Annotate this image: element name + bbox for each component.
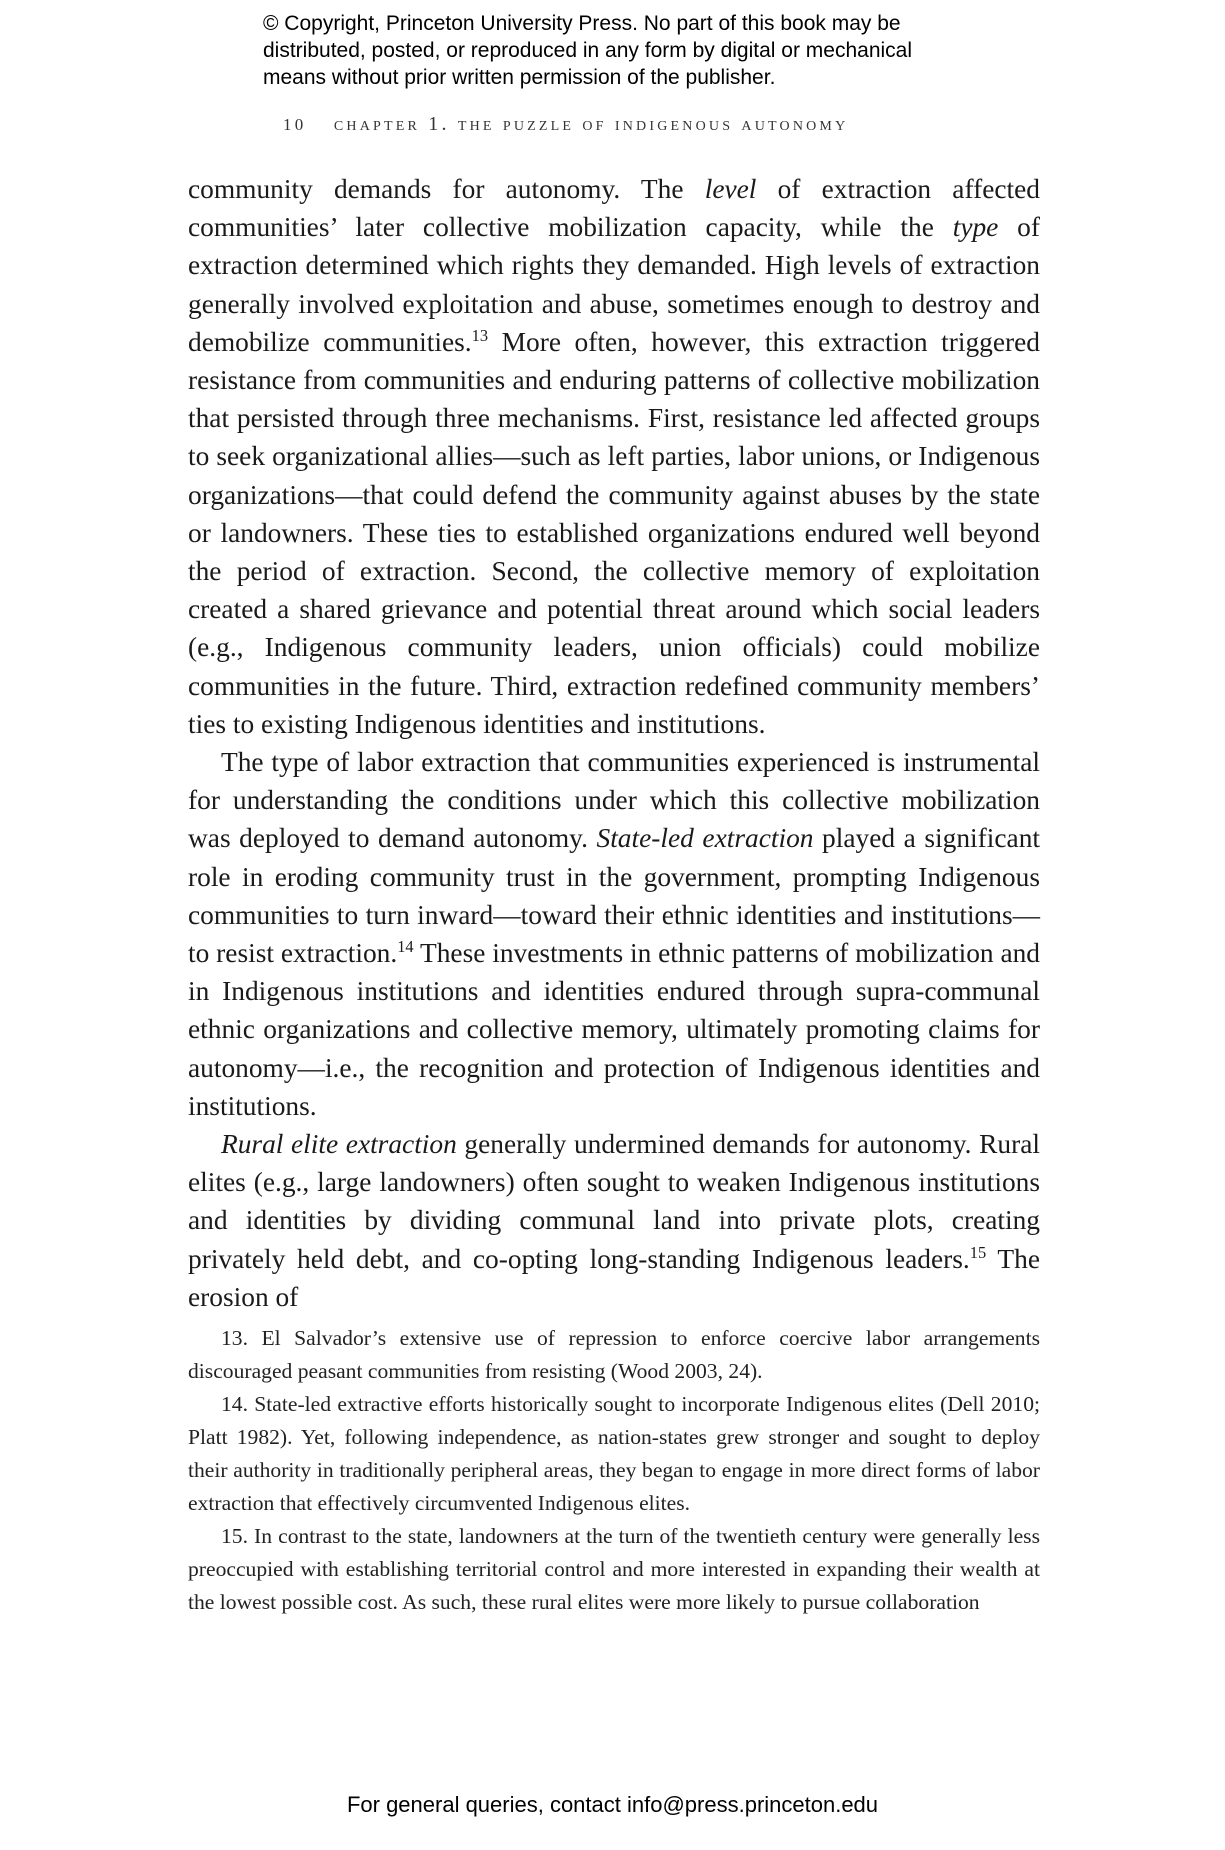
- emphasis: Rural elite extraction: [221, 1129, 457, 1160]
- paragraph-2: [188, 743, 1040, 1125]
- text-run: of extraction determined which rights they demanded. High levels of extraction generally involved exploitation and abuse, sometimes enough to destroy and demobilize communities.: [188, 212, 1040, 357]
- paragraph-3: [188, 1125, 1040, 1316]
- text-run: played a significant role in eroding community trust in the government, prompting Indigenous communities to turn inward—toward their ethnic identities and institutions—to resist extraction.: [188, 823, 1040, 969]
- footnotes: [188, 1322, 1040, 1619]
- footnote-15: 15. In contrast to the state, landowners at the turn of the twentieth century were generally less preoccupied with establishing territorial control and more interested in expanding their wealth at the lowest possible cost. As such, these rural elites were more likely to pursue collaboration: [188, 1524, 1040, 1614]
- emphasis: type: [952, 212, 999, 243]
- emphasis: level: [704, 174, 757, 204]
- text-run: These investments in ethnic patterns of mobilization and in Indigenous institutions and identities endured through supra-communal ethnic organizations and collective memory, ultimately promoting claims for autonomy—i.e., the recognition and protection of Indigenous identities and institutions.: [188, 938, 1040, 1121]
- footnote-marker-15[interactable]: 15: [969, 1242, 987, 1262]
- text-run: More often, however, this extraction triggered resistance from communities and enduring patterns of collective mobilization that persisted through three mechanisms. First, resistance led affected groups to seek organizational allies—such as left parties, labor unions, or Indigenous organizations—that could defend the community against abuses by the state or landowners. These ties to established organizations endured well beyond the period of extraction. Second, the collective memory of exploitation created a shared grievance and potential threat around which social leaders (e.g., Indigenous community leaders, union officials) could mobilize communities in the future. Third, extraction redefined community members’ ties to existing Indigenous identities and institutions.: [188, 326, 1040, 739]
- footnote-13: 13. El Salvador’s extensive use of repression to enforce coercive labor arrangements discouraged peasant communities from resisting (Wood 2003, 24).: [188, 1326, 1040, 1383]
- copyright-line-1: © Copyright, Princeton University Press. No part of this book may be: [263, 12, 901, 35]
- text-run: The erosion of: [188, 1243, 1041, 1312]
- text-run: The type of labor extraction that communities experienced is instrumental for understanding the conditions under which this collective mobilization was deployed to demand autonomy.: [188, 747, 1040, 854]
- chapter-title: chapter 1. the puzzle of indigenous autonomy: [333, 113, 849, 135]
- page-number: 10: [283, 115, 307, 134]
- copyright-line-2: distributed, posted, or reproduced in any form by digital or mechanical: [263, 39, 913, 62]
- paragraph-1: [188, 170, 1040, 743]
- main-text: [188, 170, 1040, 1316]
- copyright-line-3: means without prior written permission of the publisher.: [263, 66, 776, 89]
- footnote-14: 14. State-led extractive efforts historically sought to incorporate Indigenous elites (Dell 2010; Platt 1982). Yet, following independence, as nation-states grew stronger and sought to deploy their authority in traditionally peripheral areas, they began to engage in more direct forms of labor extraction that effectively circumvented Indigenous elites.: [188, 1392, 1040, 1515]
- text-run: community demands for autonomy. The: [188, 174, 705, 204]
- text-run: of extraction affected communities’ later collective mobilization capacity, while the: [188, 174, 1040, 243]
- emphasis: State-led extraction: [596, 823, 814, 854]
- contact-line: For general queries, contact info@press.princeton.edu: [346, 1792, 879, 1817]
- footnote-marker-13[interactable]: 13: [471, 325, 489, 345]
- text-run: generally undermined demands for autonomy. Rural elites (e.g., large landowners) often sought to weaken Indigenous institutions and identities by dividing communal land into private plots, creating privately held debt, and co-opting long-standing Indigenous leaders.: [188, 1129, 1040, 1274]
- footnote-marker-14[interactable]: 14: [397, 936, 414, 956]
- copyright-notice: [263, 10, 983, 91]
- running-head: [283, 113, 848, 136]
